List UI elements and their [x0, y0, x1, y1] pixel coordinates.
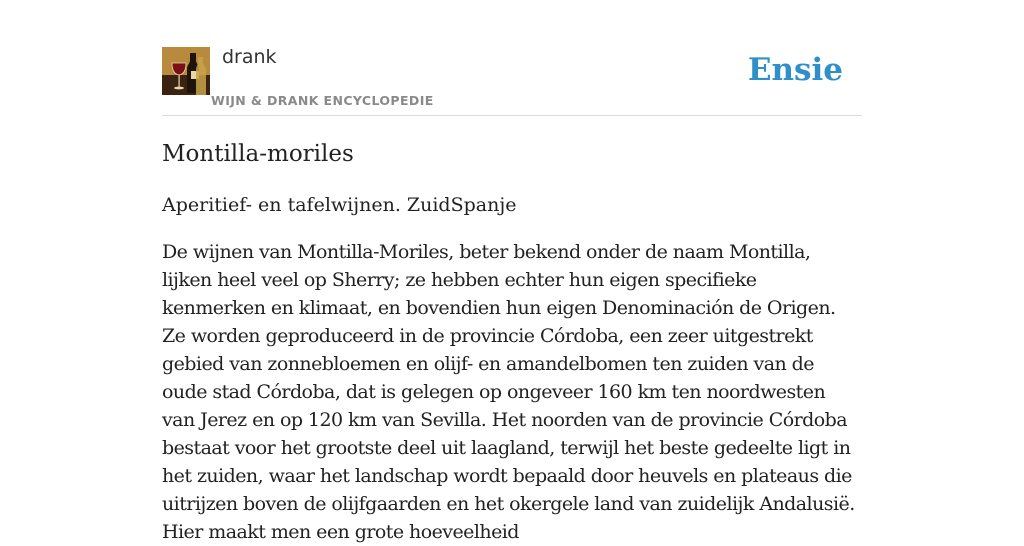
- page-title: Montilla-moriles: [162, 141, 354, 167]
- article-body: De wijnen van Montilla-Moriles, beter bekend onder de naam Montilla, lijken heel veel op Sherry; ze hebben echter hun eigen specifieke kenmerken en klimaat, en bovendien hun eigen Denominación de Origen. Ze worden geproduceerd in de provincie Córdoba, een zeer uitgestrekt gebied van zonnebloemen en olijf- en amandelbomen ten zuiden van de oude stad Córdoba, dat is gelegen op ongeveer 160 km ten noordwesten van Jerez en op 120 km van Sevilla. Het noorden van de provincie Córdoba bestaat voor het grootste deel uit laagland, terwijl het beste gedeelte ligt in het zuiden, waar het landschap wordt bepaald door heuvels en plateaus die uitrijzen boven de olijfgaarden en het okergele land van zuidelijk Andalusië. Hier maakt men een grote hoeveelheid: [162, 241, 855, 543]
- avatar-image: [162, 47, 210, 95]
- article-lead: Aperitief- en tafelwijnen. ZuidSpanje: [162, 194, 517, 216]
- wine-bottle-glass-icon[interactable]: [162, 47, 210, 95]
- article: [162, 138, 862, 546]
- site-header: [162, 46, 862, 116]
- ensie-logo-link[interactable]: Ensie: [747, 52, 843, 88]
- site-name[interactable]: drank: [222, 46, 277, 68]
- site-subtitle: WIJN & DRANK ENCYCLOPEDIE: [211, 93, 434, 108]
